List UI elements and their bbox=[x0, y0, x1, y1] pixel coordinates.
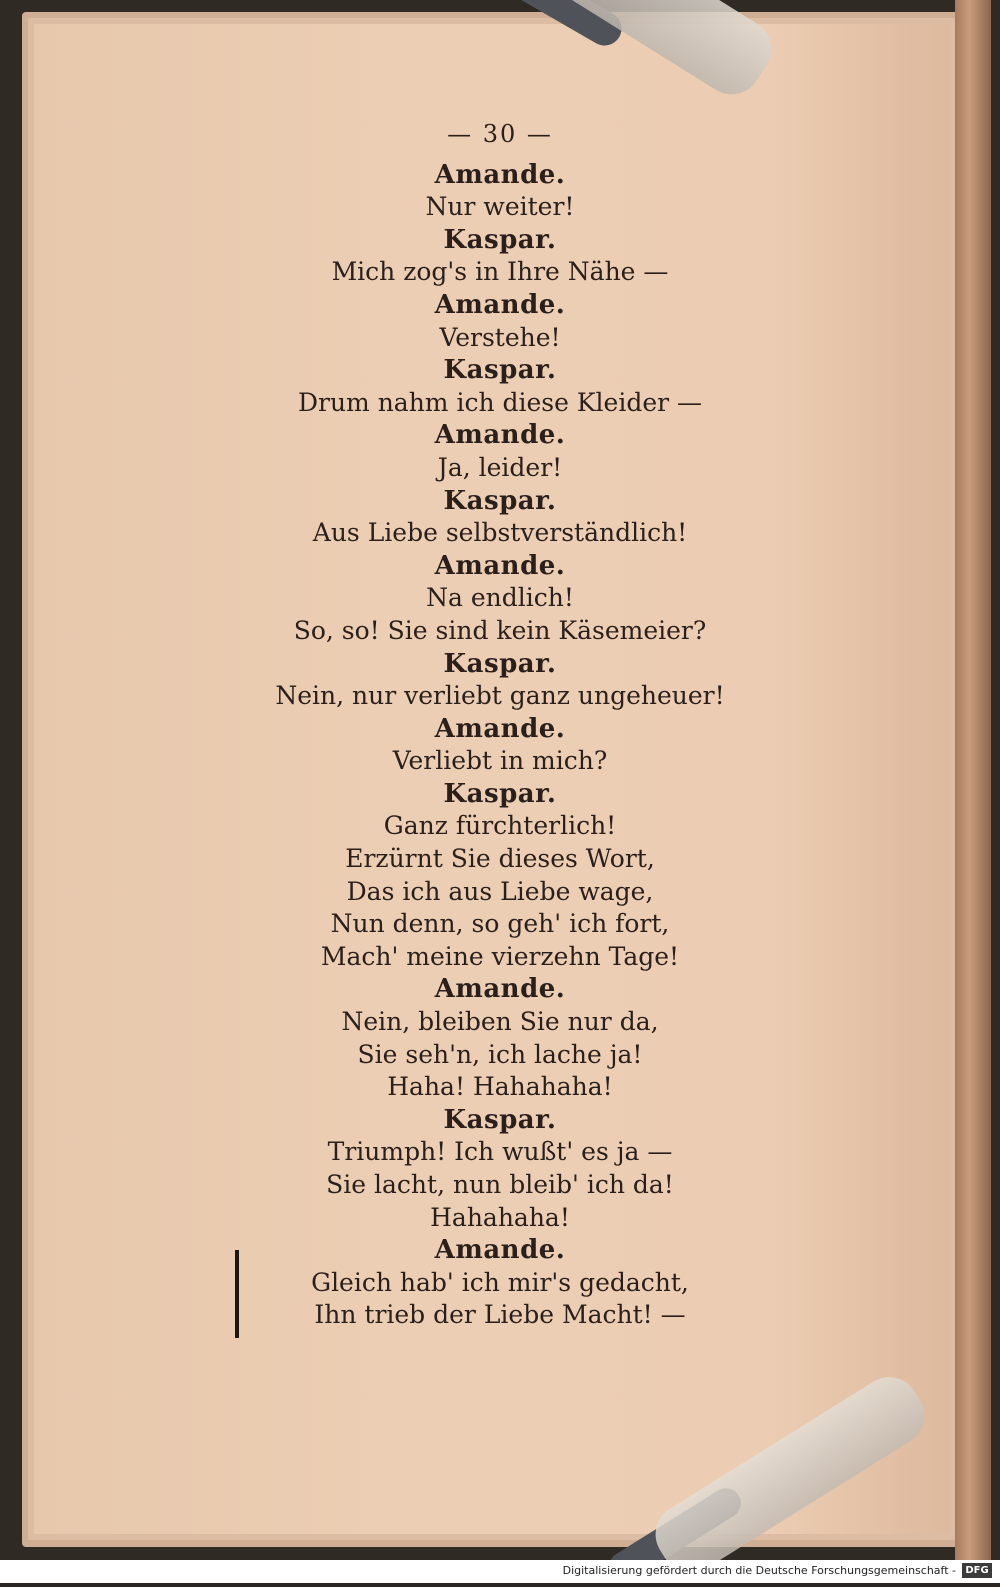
verse-line: Mach' meine vierzehn Tage! bbox=[320, 941, 680, 971]
verse-line: Drum nahm ich diese Kleider — bbox=[297, 387, 703, 417]
footer-bar bbox=[0, 1560, 1000, 1583]
verse-line: Gleich hab' ich mir's gedacht, bbox=[311, 1267, 689, 1297]
speaker-name: Kaspar. bbox=[443, 355, 557, 386]
verse-line: Nein, nur verliebt ganz ungeheuer! bbox=[275, 681, 725, 711]
footer-credit: Digitalisierung gefördert durch die Deutsche Forschungsgemeinschaft - bbox=[562, 1564, 956, 1577]
speaker-name: Amande. bbox=[434, 550, 566, 581]
verse-line: Mich zog's in Ihre Nähe — bbox=[331, 257, 669, 287]
speaker-name: Kaspar. bbox=[443, 1104, 557, 1135]
verse-line: Ja, leider! bbox=[437, 452, 563, 482]
verse-line: Haha! Hahahaha! bbox=[387, 1072, 613, 1102]
verse-line: So, so! Sie sind kein Käsemeier? bbox=[293, 615, 707, 645]
speaker-name: Amande. bbox=[434, 159, 566, 190]
speaker-name: Kaspar. bbox=[443, 778, 557, 809]
speaker-name: Amande. bbox=[434, 1235, 566, 1266]
speaker-name: Kaspar. bbox=[443, 648, 557, 679]
verse-line: Sie lacht, nun bleib' ich da! bbox=[326, 1170, 674, 1199]
verse-line: Triumph! Ich wußt' es ja — bbox=[327, 1137, 673, 1167]
verse-line: Nur weiter! bbox=[425, 192, 575, 222]
book-binding bbox=[955, 0, 991, 1560]
verse-line: Ihn trieb der Liebe Macht! — bbox=[314, 1300, 686, 1330]
margin-mark bbox=[235, 1250, 239, 1338]
verse-line: Hahahaha! bbox=[430, 1202, 570, 1232]
verse-line: Verstehe! bbox=[439, 322, 561, 352]
verse-line: Das ich aus Liebe wage, bbox=[346, 876, 654, 906]
verse-line: Na endlich! bbox=[426, 583, 574, 613]
verse-line: Sie seh'n, ich lache ja! bbox=[357, 1039, 643, 1069]
speaker-name: Amande. bbox=[434, 713, 566, 744]
speaker-name: Amande. bbox=[434, 974, 566, 1005]
speaker-name: Kaspar. bbox=[443, 485, 557, 516]
verse-line: Nein, bleiben Sie nur da, bbox=[341, 1007, 659, 1037]
dfg-logo: DFG bbox=[962, 1563, 992, 1578]
verse-line: Erzürnt Sie dieses Wort, bbox=[345, 844, 655, 874]
dialogue-lines bbox=[200, 159, 800, 1332]
verse-line: Ganz fürchterlich! bbox=[383, 811, 617, 841]
speaker-name: Amande. bbox=[434, 289, 566, 320]
verse-line: Aus Liebe selbstverständlich! bbox=[312, 518, 688, 548]
page-number: — 30 — bbox=[447, 120, 553, 148]
speaker-name: Kaspar. bbox=[443, 224, 557, 255]
speaker-name: Amande. bbox=[434, 420, 566, 451]
verse-line: Verliebt in mich? bbox=[392, 746, 608, 776]
text-block bbox=[200, 118, 800, 1332]
verse-line: Nun denn, so geh' ich fort, bbox=[330, 909, 670, 939]
